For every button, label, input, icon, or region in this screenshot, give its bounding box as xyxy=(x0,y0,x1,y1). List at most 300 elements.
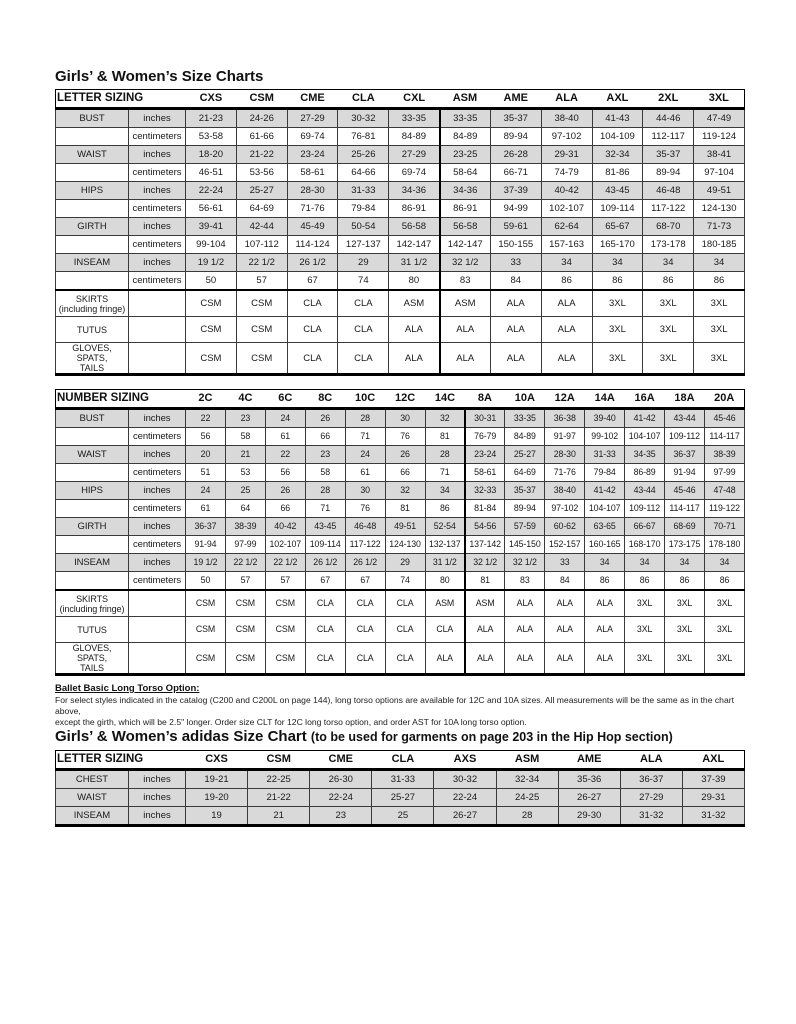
size-value: 22-24 xyxy=(434,789,496,807)
size-value: 22 1/2 xyxy=(265,554,305,572)
size-value: 44-46 xyxy=(643,109,694,128)
column-header: CXS xyxy=(186,751,248,770)
size-value: 43-45 xyxy=(305,518,345,536)
size-value: 24 xyxy=(265,409,305,428)
size-value: 173-175 xyxy=(665,536,705,554)
size-value: ALA xyxy=(465,643,505,675)
size-value: 31 1/2 xyxy=(425,554,465,572)
size-value: 104-107 xyxy=(585,500,625,518)
row-unit: centimeters xyxy=(129,272,186,291)
size-value: 26-27 xyxy=(558,789,620,807)
size-value: 97-104 xyxy=(694,164,745,182)
size-value: 30 xyxy=(385,409,425,428)
size-value: ALA xyxy=(389,343,440,375)
row-unit: centimeters xyxy=(129,536,186,554)
size-value: CLA xyxy=(385,590,425,617)
size-value: 47-48 xyxy=(704,482,744,500)
size-value: 41-42 xyxy=(625,409,665,428)
size-value: 165-170 xyxy=(592,236,643,254)
row-unit xyxy=(129,317,186,343)
size-value: 57-59 xyxy=(505,518,545,536)
row-label: HIPS xyxy=(56,482,129,500)
size-value: 67 xyxy=(287,272,338,291)
size-value: CSM xyxy=(236,343,287,375)
size-value: 124-130 xyxy=(694,200,745,218)
size-value: 21-22 xyxy=(248,789,310,807)
accessory-row xyxy=(56,643,745,675)
size-value: CLA xyxy=(345,617,385,643)
size-value: 66 xyxy=(385,464,425,482)
size-value: 25-27 xyxy=(236,182,287,200)
size-value: 28-30 xyxy=(545,446,585,464)
size-value: 69-74 xyxy=(389,164,440,182)
size-value: 76 xyxy=(385,428,425,446)
measurement-row xyxy=(56,164,745,182)
size-value: 27-29 xyxy=(620,789,682,807)
size-value: 3XL xyxy=(704,617,744,643)
size-value: 34 xyxy=(694,254,745,272)
size-value: 142-147 xyxy=(440,236,491,254)
row-unit xyxy=(129,617,186,643)
size-value: 29-30 xyxy=(558,807,620,826)
size-value: 40-42 xyxy=(541,182,592,200)
size-value: 84-89 xyxy=(389,128,440,146)
size-value: 32-33 xyxy=(465,482,505,500)
size-value: 142-147 xyxy=(389,236,440,254)
size-value: 36-37 xyxy=(186,518,226,536)
row-label xyxy=(56,236,129,254)
size-value: 32 1/2 xyxy=(465,554,505,572)
size-value: 19 xyxy=(186,807,248,826)
size-value: 53 xyxy=(225,464,265,482)
size-value: 45-46 xyxy=(665,482,705,500)
size-value: 34 xyxy=(704,554,744,572)
column-header: AXS xyxy=(434,751,496,770)
size-value: 32 xyxy=(425,409,465,428)
size-value: 24 xyxy=(186,482,226,500)
size-value: 58 xyxy=(225,428,265,446)
size-value: ALA xyxy=(505,590,545,617)
size-value: 71-76 xyxy=(287,200,338,218)
size-value: 3XL xyxy=(694,317,745,343)
size-value: 46-51 xyxy=(186,164,237,182)
column-header: CLA xyxy=(372,751,434,770)
size-value: 53-56 xyxy=(236,164,287,182)
size-value: 28 xyxy=(496,807,558,826)
size-value: 109-112 xyxy=(665,428,705,446)
size-value: 114-117 xyxy=(704,428,744,446)
column-header: CME xyxy=(310,751,372,770)
column-header: ALA xyxy=(620,751,682,770)
size-value: ALA xyxy=(541,317,592,343)
size-value: 57 xyxy=(265,572,305,591)
letter-sizing-table xyxy=(55,89,745,376)
size-value: CLA xyxy=(338,317,389,343)
footnote-heading: Ballet Basic Long Torso Option: xyxy=(55,683,200,694)
size-value: 27-29 xyxy=(287,109,338,128)
table-header-label: LETTER SIZING xyxy=(56,751,186,770)
size-value: 132-137 xyxy=(425,536,465,554)
row-unit: inches xyxy=(129,807,186,826)
number-sizing-table xyxy=(55,389,745,676)
size-value: ALA xyxy=(490,317,541,343)
size-value: 23-24 xyxy=(287,146,338,164)
row-unit: inches xyxy=(129,409,186,428)
size-value: 49-51 xyxy=(694,182,745,200)
size-value: 61 xyxy=(265,428,305,446)
row-label: INSEAM xyxy=(56,807,129,826)
size-value: 3XL xyxy=(665,617,705,643)
size-value: CSM xyxy=(225,617,265,643)
column-header: AXL xyxy=(682,751,744,770)
column-header: CME xyxy=(287,90,338,109)
size-value: 38-39 xyxy=(704,446,744,464)
column-header: 10A xyxy=(505,390,545,409)
measurement-row xyxy=(56,464,745,482)
size-value: 67 xyxy=(305,572,345,591)
size-value: 81 xyxy=(425,428,465,446)
row-label xyxy=(56,272,129,291)
size-value: CLA xyxy=(305,643,345,675)
row-label: WAIST xyxy=(56,789,129,807)
column-header: 14C xyxy=(425,390,465,409)
size-value: 80 xyxy=(389,272,440,291)
size-value: 86 xyxy=(425,500,465,518)
size-value: ASM xyxy=(389,290,440,317)
size-value: 36-37 xyxy=(620,770,682,789)
row-unit xyxy=(129,643,186,675)
row-label xyxy=(56,164,129,182)
size-value: 3XL xyxy=(625,617,665,643)
size-value: 69-74 xyxy=(287,128,338,146)
size-value: 91-94 xyxy=(665,464,705,482)
size-value: 3XL xyxy=(592,317,643,343)
size-value: 32 1/2 xyxy=(505,554,545,572)
column-header: CSM xyxy=(248,751,310,770)
size-value: 22 1/2 xyxy=(225,554,265,572)
size-value: 145-150 xyxy=(505,536,545,554)
row-unit: centimeters xyxy=(129,164,186,182)
column-header: 8C xyxy=(305,390,345,409)
size-value: 91-94 xyxy=(186,536,226,554)
size-value: ALA xyxy=(465,617,505,643)
size-value: ALA xyxy=(505,617,545,643)
size-value: 61 xyxy=(345,464,385,482)
size-value: 38-39 xyxy=(225,518,265,536)
accessory-row xyxy=(56,590,745,617)
size-value: 22 xyxy=(265,446,305,464)
row-unit: inches xyxy=(129,482,186,500)
size-value: 3XL xyxy=(625,643,665,675)
size-value: CSM xyxy=(186,317,237,343)
size-value: 57 xyxy=(236,272,287,291)
row-unit: inches xyxy=(129,218,186,236)
column-header: 3XL xyxy=(694,90,745,109)
size-value: 32-34 xyxy=(496,770,558,789)
size-value: 46-48 xyxy=(345,518,385,536)
size-value: 28 xyxy=(305,482,345,500)
measurement-row xyxy=(56,236,745,254)
size-value: 63-65 xyxy=(585,518,625,536)
size-value: 3XL xyxy=(592,343,643,375)
size-value: 30-32 xyxy=(434,770,496,789)
size-value: 30-31 xyxy=(465,409,505,428)
size-value: 23-24 xyxy=(465,446,505,464)
row-label: GIRTH xyxy=(56,218,129,236)
header-row xyxy=(56,90,745,109)
size-value: 21-22 xyxy=(236,146,287,164)
size-value: 109-114 xyxy=(305,536,345,554)
size-value: 18-20 xyxy=(186,146,237,164)
size-value: 66-71 xyxy=(490,164,541,182)
size-value: 86 xyxy=(704,572,744,591)
size-value: 34-35 xyxy=(625,446,665,464)
row-unit: centimeters xyxy=(129,464,186,482)
size-value: 71-73 xyxy=(694,218,745,236)
size-value: 84 xyxy=(490,272,541,291)
size-value: CLA xyxy=(338,290,389,317)
size-value: 47-49 xyxy=(694,109,745,128)
column-header: ASM xyxy=(496,751,558,770)
size-value: ALA xyxy=(389,317,440,343)
row-label xyxy=(56,128,129,146)
size-value: 57 xyxy=(225,572,265,591)
size-value: 89-94 xyxy=(505,500,545,518)
size-value: 35-37 xyxy=(643,146,694,164)
size-value: 74 xyxy=(385,572,425,591)
size-value: 31-32 xyxy=(620,807,682,826)
size-value: 26 xyxy=(305,409,345,428)
size-value: 26 xyxy=(265,482,305,500)
size-value: 43-44 xyxy=(625,482,665,500)
size-value: 33-35 xyxy=(505,409,545,428)
column-header: ASM xyxy=(440,90,491,109)
size-value: 32 xyxy=(385,482,425,500)
size-value: 81 xyxy=(465,572,505,591)
column-header: 18A xyxy=(665,390,705,409)
size-value: 62-64 xyxy=(541,218,592,236)
size-value: 19-20 xyxy=(186,789,248,807)
row-unit: inches xyxy=(129,789,186,807)
size-value: CLA xyxy=(345,643,385,675)
size-value: 54-56 xyxy=(465,518,505,536)
measurement-row xyxy=(56,254,745,272)
size-value: 25-27 xyxy=(505,446,545,464)
size-value: 117-122 xyxy=(643,200,694,218)
size-value: 3XL xyxy=(704,590,744,617)
size-value: 107-112 xyxy=(236,236,287,254)
size-value: 94-99 xyxy=(490,200,541,218)
size-value: 34-36 xyxy=(440,182,491,200)
size-value: CSM xyxy=(186,343,237,375)
size-value: 26 1/2 xyxy=(345,554,385,572)
column-header: CXS xyxy=(186,90,237,109)
size-value: 83 xyxy=(440,272,491,291)
column-header: 2C xyxy=(186,390,226,409)
size-value: 67 xyxy=(345,572,385,591)
table-header-label: LETTER SIZING xyxy=(56,90,186,109)
size-value: 81-86 xyxy=(592,164,643,182)
size-value: 3XL xyxy=(694,343,745,375)
size-value: 64 xyxy=(225,500,265,518)
column-header: 4C xyxy=(225,390,265,409)
row-label xyxy=(56,428,129,446)
size-value: 53-58 xyxy=(186,128,237,146)
size-value: 99-104 xyxy=(186,236,237,254)
size-value: CSM xyxy=(265,643,305,675)
size-value: 28 xyxy=(425,446,465,464)
row-label xyxy=(56,572,129,591)
adidas-table xyxy=(55,750,745,827)
size-value: 89-94 xyxy=(490,128,541,146)
size-value: CLA xyxy=(385,643,425,675)
size-value: 79-84 xyxy=(585,464,625,482)
size-value: 46-48 xyxy=(643,182,694,200)
measurement-row xyxy=(56,218,745,236)
column-header: 8A xyxy=(465,390,505,409)
size-value: 37-39 xyxy=(490,182,541,200)
column-header: AME xyxy=(490,90,541,109)
size-value: 86-91 xyxy=(440,200,491,218)
size-value: 99-102 xyxy=(585,428,625,446)
column-header: 12C xyxy=(385,390,425,409)
size-value: 30 xyxy=(345,482,385,500)
size-value: ALA xyxy=(541,290,592,317)
size-value: 35-37 xyxy=(490,109,541,128)
size-value: CSM xyxy=(265,617,305,643)
size-value: 65-67 xyxy=(592,218,643,236)
size-value: 89-94 xyxy=(643,164,694,182)
size-value: 56-58 xyxy=(440,218,491,236)
size-value: 22-24 xyxy=(186,182,237,200)
measurement-row xyxy=(56,446,745,464)
size-value: 26 1/2 xyxy=(305,554,345,572)
column-header: ALA xyxy=(541,90,592,109)
size-value: 25 xyxy=(372,807,434,826)
size-value: CLA xyxy=(425,617,465,643)
size-value: 39-41 xyxy=(186,218,237,236)
size-value: 76-79 xyxy=(465,428,505,446)
row-label: SKIRTS (including fringe) xyxy=(56,590,129,617)
size-value: 50-54 xyxy=(338,218,389,236)
size-value: 64-69 xyxy=(505,464,545,482)
size-value: 26 1/2 xyxy=(287,254,338,272)
row-unit xyxy=(129,343,186,375)
size-value: 60-62 xyxy=(545,518,585,536)
size-value: 3XL xyxy=(665,643,705,675)
size-value: 3XL xyxy=(643,343,694,375)
accessory-row xyxy=(56,290,745,317)
size-value: 23 xyxy=(225,409,265,428)
size-value: ALA xyxy=(585,617,625,643)
row-label xyxy=(56,200,129,218)
size-value: ALA xyxy=(585,643,625,675)
size-value: 23 xyxy=(305,446,345,464)
size-value: 3XL xyxy=(592,290,643,317)
size-value: 58-61 xyxy=(287,164,338,182)
size-value: 119-124 xyxy=(694,128,745,146)
size-value: 32-34 xyxy=(592,146,643,164)
size-value: ALA xyxy=(425,643,465,675)
size-value: 21 xyxy=(248,807,310,826)
measurement-row xyxy=(56,200,745,218)
size-value: 180-185 xyxy=(694,236,745,254)
size-value: ALA xyxy=(490,290,541,317)
size-value: 83 xyxy=(505,572,545,591)
measurement-row xyxy=(56,789,745,807)
size-value: 84-89 xyxy=(505,428,545,446)
size-value: 22 xyxy=(186,409,226,428)
size-value: ALA xyxy=(545,643,585,675)
size-value: 168-170 xyxy=(625,536,665,554)
size-value: 114-124 xyxy=(287,236,338,254)
column-header: 10C xyxy=(345,390,385,409)
row-label: BUST xyxy=(56,109,129,128)
size-value: 61 xyxy=(186,500,226,518)
size-value: 86-89 xyxy=(625,464,665,482)
ballet-long-torso-footnote xyxy=(55,683,745,728)
size-value: 26-28 xyxy=(490,146,541,164)
size-value: CLA xyxy=(287,290,338,317)
size-value: 39-40 xyxy=(585,409,625,428)
size-value: 43-45 xyxy=(592,182,643,200)
size-value: 61-66 xyxy=(236,128,287,146)
size-value: 23-25 xyxy=(440,146,491,164)
size-value: 86 xyxy=(625,572,665,591)
size-value: 29-31 xyxy=(682,789,744,807)
size-value: CLA xyxy=(385,617,425,643)
size-value: 86 xyxy=(643,272,694,291)
size-value: CSM xyxy=(236,290,287,317)
size-value: 31-33 xyxy=(585,446,625,464)
size-value: 152-157 xyxy=(545,536,585,554)
size-value: CSM xyxy=(186,617,226,643)
row-label xyxy=(56,500,129,518)
size-value: CLA xyxy=(338,343,389,375)
size-value: 86 xyxy=(665,572,705,591)
measurement-row xyxy=(56,109,745,128)
size-value: 32 1/2 xyxy=(440,254,491,272)
size-value: 76-81 xyxy=(338,128,389,146)
size-value: 42-44 xyxy=(236,218,287,236)
header-row xyxy=(56,751,745,770)
size-value: 29 xyxy=(385,554,425,572)
size-value: 38-41 xyxy=(694,146,745,164)
size-value: 25 xyxy=(225,482,265,500)
size-value: CLA xyxy=(287,317,338,343)
row-label: WAIST xyxy=(56,446,129,464)
column-header: AME xyxy=(558,751,620,770)
row-label: GLOVES, SPATS, TAILS xyxy=(56,643,129,675)
row-label: INSEAM xyxy=(56,254,129,272)
size-value: 34 xyxy=(541,254,592,272)
size-value: 28-30 xyxy=(287,182,338,200)
size-value: ALA xyxy=(585,590,625,617)
size-value: 58-64 xyxy=(440,164,491,182)
column-header: 14A xyxy=(585,390,625,409)
column-header: CLA xyxy=(338,90,389,109)
size-value: 29 xyxy=(338,254,389,272)
size-value: 59-61 xyxy=(490,218,541,236)
column-header: 20A xyxy=(704,390,744,409)
size-value: 24-26 xyxy=(236,109,287,128)
size-value: 41-42 xyxy=(585,482,625,500)
size-value: 22-25 xyxy=(248,770,310,789)
row-unit: centimeters xyxy=(129,128,186,146)
row-unit xyxy=(129,290,186,317)
measurement-row xyxy=(56,409,745,428)
size-value: 66 xyxy=(265,500,305,518)
